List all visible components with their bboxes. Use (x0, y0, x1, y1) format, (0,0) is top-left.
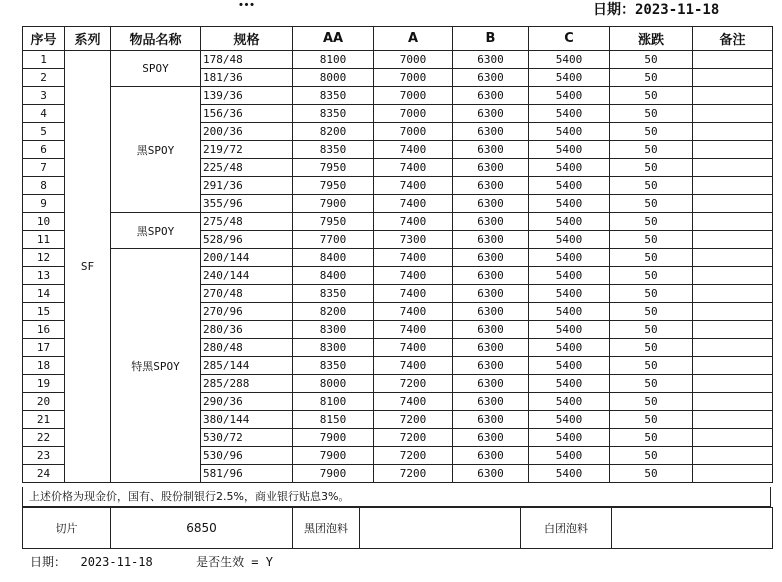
price-c-cell: 5400 (529, 447, 610, 465)
spec-cell: 290/36 (201, 393, 293, 411)
spec-cell: 270/48 (201, 285, 293, 303)
row-number: 15 (23, 303, 65, 321)
change-cell: 50 (610, 267, 693, 285)
row-number: 16 (23, 321, 65, 339)
price-note: 上述价格为现金价，国有、股份制银行2.5%，商业银行贴息3%。 (22, 487, 771, 507)
column-header: 物品名称 (111, 27, 201, 51)
price-aa-cell: 8300 (293, 339, 374, 357)
header-date: 日期：2023-11-18 (593, 2, 720, 18)
price-aa-cell: 8100 (293, 51, 374, 69)
footer (30, 553, 273, 570)
material-table (22, 507, 773, 549)
price-c-cell: 5400 (529, 285, 610, 303)
remark-cell (693, 267, 773, 285)
price-aa-cell: 7900 (293, 447, 374, 465)
price-c-cell: 5400 (529, 339, 610, 357)
spec-cell: 291/36 (201, 177, 293, 195)
price-c-cell: 5400 (529, 69, 610, 87)
row-number: 6 (23, 141, 65, 159)
spec-cell: 240/144 (201, 267, 293, 285)
column-header: C (529, 27, 610, 51)
row-number: 22 (23, 429, 65, 447)
column-header: 序号 (23, 27, 65, 51)
spec-cell: 285/288 (201, 375, 293, 393)
spec-cell: 285/144 (201, 357, 293, 375)
price-aa-cell: 8350 (293, 105, 374, 123)
change-cell: 50 (610, 51, 693, 69)
item-name-cell: 黑SPOY (111, 87, 201, 213)
price-a-cell: 7400 (374, 159, 453, 177)
change-cell: 50 (610, 429, 693, 447)
price-aa-cell: 8000 (293, 69, 374, 87)
price-c-cell: 5400 (529, 357, 610, 375)
price-c-cell: 5400 (529, 231, 610, 249)
column-header: 系列 (65, 27, 111, 51)
remark-cell (693, 195, 773, 213)
spec-cell: 181/36 (201, 69, 293, 87)
black-foam-label: 黑团泡料 (293, 508, 360, 549)
row-number: 8 (23, 177, 65, 195)
remark-cell (693, 231, 773, 249)
price-b-cell: 6300 (453, 105, 529, 123)
price-c-cell: 5400 (529, 213, 610, 231)
price-b-cell: 6300 (453, 357, 529, 375)
table-row (23, 51, 773, 69)
price-a-cell: 7000 (374, 123, 453, 141)
row-number: 13 (23, 267, 65, 285)
price-a-cell: 7400 (374, 267, 453, 285)
remark-cell (693, 321, 773, 339)
price-b-cell: 6300 (453, 159, 529, 177)
price-aa-cell: 8400 (293, 249, 374, 267)
remark-cell (693, 87, 773, 105)
price-aa-cell: 8100 (293, 393, 374, 411)
price-b-cell: 6300 (453, 447, 529, 465)
price-c-cell: 5400 (529, 465, 610, 483)
change-cell: 50 (610, 393, 693, 411)
price-aa-cell: 8000 (293, 375, 374, 393)
remark-cell (693, 285, 773, 303)
remark-cell (693, 375, 773, 393)
price-b-cell: 6300 (453, 249, 529, 267)
change-cell: 50 (610, 177, 693, 195)
row-number: 14 (23, 285, 65, 303)
price-c-cell: 5400 (529, 249, 610, 267)
black-foam-value (360, 508, 521, 549)
chip-value: 6850 (111, 508, 293, 549)
price-a-cell: 7400 (374, 393, 453, 411)
change-cell: 50 (610, 213, 693, 231)
white-foam-label: 白团泡料 (521, 508, 612, 549)
price-a-cell: 7400 (374, 177, 453, 195)
spec-cell: 200/144 (201, 249, 293, 267)
price-a-cell: 7000 (374, 51, 453, 69)
spec-cell: 270/96 (201, 303, 293, 321)
price-c-cell: 5400 (529, 51, 610, 69)
change-cell: 50 (610, 303, 693, 321)
footer-date-value: 2023-11-18 (80, 555, 153, 569)
price-b-cell: 6300 (453, 303, 529, 321)
price-b-cell: 6300 (453, 375, 529, 393)
change-cell: 50 (610, 447, 693, 465)
price-table (22, 26, 773, 483)
row-number: 18 (23, 357, 65, 375)
spec-cell: 581/96 (201, 465, 293, 483)
footer-effective-value: Y (265, 555, 273, 569)
row-number: 4 (23, 105, 65, 123)
column-header: A (374, 27, 453, 51)
row-number: 10 (23, 213, 65, 231)
remark-cell (693, 447, 773, 465)
column-header: 备注 (693, 27, 773, 51)
spec-cell: 355/96 (201, 195, 293, 213)
change-cell: 50 (610, 285, 693, 303)
change-cell: 50 (610, 249, 693, 267)
remark-cell (693, 159, 773, 177)
price-aa-cell: 7700 (293, 231, 374, 249)
chip-label: 切片 (23, 508, 111, 549)
change-cell: 50 (610, 465, 693, 483)
spec-cell: 156/36 (201, 105, 293, 123)
price-a-cell: 7400 (374, 285, 453, 303)
price-b-cell: 6300 (453, 285, 529, 303)
table-row (23, 87, 773, 105)
price-aa-cell: 8350 (293, 357, 374, 375)
document-title: … (238, 0, 256, 11)
price-aa-cell: 8200 (293, 303, 374, 321)
item-name-cell: 特黑SPOY (111, 249, 201, 483)
price-a-cell: 7400 (374, 249, 453, 267)
item-name-cell: SPOY (111, 51, 201, 87)
price-a-cell: 7400 (374, 339, 453, 357)
price-b-cell: 6300 (453, 213, 529, 231)
spec-cell: 280/36 (201, 321, 293, 339)
price-a-cell: 7400 (374, 213, 453, 231)
price-a-cell: 7200 (374, 429, 453, 447)
row-number: 17 (23, 339, 65, 357)
spec-cell: 225/48 (201, 159, 293, 177)
spec-cell: 380/144 (201, 411, 293, 429)
row-number: 24 (23, 465, 65, 483)
remark-cell (693, 429, 773, 447)
price-a-cell: 7200 (374, 465, 453, 483)
column-header: AA (293, 27, 374, 51)
change-cell: 50 (610, 231, 693, 249)
price-b-cell: 6300 (453, 69, 529, 87)
remark-cell (693, 69, 773, 87)
row-number: 9 (23, 195, 65, 213)
change-cell: 50 (610, 141, 693, 159)
price-aa-cell: 8350 (293, 141, 374, 159)
spec-cell: 530/72 (201, 429, 293, 447)
remark-cell (693, 141, 773, 159)
price-c-cell: 5400 (529, 105, 610, 123)
change-cell: 50 (610, 375, 693, 393)
price-aa-cell: 7900 (293, 465, 374, 483)
price-c-cell: 5400 (529, 429, 610, 447)
price-aa-cell: 7950 (293, 177, 374, 195)
spec-cell: 219/72 (201, 141, 293, 159)
price-aa-cell: 8350 (293, 87, 374, 105)
remark-cell (693, 339, 773, 357)
remark-cell (693, 51, 773, 69)
price-b-cell: 6300 (453, 411, 529, 429)
change-cell: 50 (610, 195, 693, 213)
change-cell: 50 (610, 159, 693, 177)
price-a-cell: 7400 (374, 303, 453, 321)
price-b-cell: 6300 (453, 429, 529, 447)
series-cell: SF (65, 51, 111, 483)
price-c-cell: 5400 (529, 267, 610, 285)
row-number: 5 (23, 123, 65, 141)
price-aa-cell: 8400 (293, 267, 374, 285)
row-number: 2 (23, 69, 65, 87)
row-number: 12 (23, 249, 65, 267)
spec-cell: 178/48 (201, 51, 293, 69)
price-a-cell: 7000 (374, 105, 453, 123)
row-number: 3 (23, 87, 65, 105)
spec-cell: 280/48 (201, 339, 293, 357)
spec-cell: 528/96 (201, 231, 293, 249)
table-row (23, 249, 773, 267)
price-a-cell: 7200 (374, 375, 453, 393)
table-row (23, 213, 773, 231)
price-c-cell: 5400 (529, 303, 610, 321)
spec-cell: 139/36 (201, 87, 293, 105)
remark-cell (693, 411, 773, 429)
remark-cell (693, 249, 773, 267)
price-b-cell: 6300 (453, 465, 529, 483)
table-header-row (23, 27, 773, 51)
remark-cell (693, 393, 773, 411)
remark-cell (693, 105, 773, 123)
spec-cell: 530/96 (201, 447, 293, 465)
price-c-cell: 5400 (529, 159, 610, 177)
column-header: B (453, 27, 529, 51)
price-b-cell: 6300 (453, 393, 529, 411)
price-a-cell: 7400 (374, 141, 453, 159)
change-cell: 50 (610, 69, 693, 87)
change-cell: 50 (610, 123, 693, 141)
price-c-cell: 5400 (529, 393, 610, 411)
price-c-cell: 5400 (529, 411, 610, 429)
price-b-cell: 6300 (453, 141, 529, 159)
column-header: 规格 (201, 27, 293, 51)
row-number: 1 (23, 51, 65, 69)
price-c-cell: 5400 (529, 177, 610, 195)
footer-effective-label: 是否生效 = (196, 555, 259, 569)
footer-date-label: 日期： (30, 555, 67, 569)
price-c-cell: 5400 (529, 375, 610, 393)
row-number: 7 (23, 159, 65, 177)
price-a-cell: 7400 (374, 195, 453, 213)
column-header: 涨跌 (610, 27, 693, 51)
price-a-cell: 7400 (374, 357, 453, 375)
row-number: 21 (23, 411, 65, 429)
remark-cell (693, 177, 773, 195)
price-a-cell: 7300 (374, 231, 453, 249)
price-b-cell: 6300 (453, 267, 529, 285)
change-cell: 50 (610, 105, 693, 123)
change-cell: 50 (610, 321, 693, 339)
price-b-cell: 6300 (453, 321, 529, 339)
spec-cell: 200/36 (201, 123, 293, 141)
change-cell: 50 (610, 357, 693, 375)
price-a-cell: 7400 (374, 321, 453, 339)
row-number: 20 (23, 393, 65, 411)
price-c-cell: 5400 (529, 321, 610, 339)
price-b-cell: 6300 (453, 51, 529, 69)
price-aa-cell: 7900 (293, 429, 374, 447)
price-b-cell: 6300 (453, 195, 529, 213)
row-number: 19 (23, 375, 65, 393)
price-b-cell: 6300 (453, 123, 529, 141)
price-a-cell: 7200 (374, 411, 453, 429)
price-c-cell: 5400 (529, 141, 610, 159)
price-b-cell: 6300 (453, 231, 529, 249)
price-b-cell: 6300 (453, 339, 529, 357)
price-b-cell: 6300 (453, 177, 529, 195)
remark-cell (693, 123, 773, 141)
price-c-cell: 5400 (529, 87, 610, 105)
item-name-cell: 黑SPOY (111, 213, 201, 249)
price-aa-cell: 8300 (293, 321, 374, 339)
spec-cell: 275/48 (201, 213, 293, 231)
row-number: 11 (23, 231, 65, 249)
price-a-cell: 7200 (374, 447, 453, 465)
price-aa-cell: 7950 (293, 213, 374, 231)
change-cell: 50 (610, 411, 693, 429)
price-c-cell: 5400 (529, 195, 610, 213)
price-aa-cell: 7950 (293, 159, 374, 177)
row-number: 23 (23, 447, 65, 465)
price-b-cell: 6300 (453, 87, 529, 105)
table-body (23, 51, 773, 483)
price-aa-cell: 8200 (293, 123, 374, 141)
remark-cell (693, 213, 773, 231)
price-a-cell: 7000 (374, 69, 453, 87)
price-aa-cell: 7900 (293, 195, 374, 213)
price-aa-cell: 8350 (293, 285, 374, 303)
header-strip (0, 0, 782, 24)
price-aa-cell: 8150 (293, 411, 374, 429)
change-cell: 50 (610, 87, 693, 105)
change-cell: 50 (610, 339, 693, 357)
price-a-cell: 7000 (374, 87, 453, 105)
remark-cell (693, 303, 773, 321)
remark-cell (693, 357, 773, 375)
remark-cell (693, 465, 773, 483)
price-c-cell: 5400 (529, 123, 610, 141)
white-foam-value (612, 508, 773, 549)
